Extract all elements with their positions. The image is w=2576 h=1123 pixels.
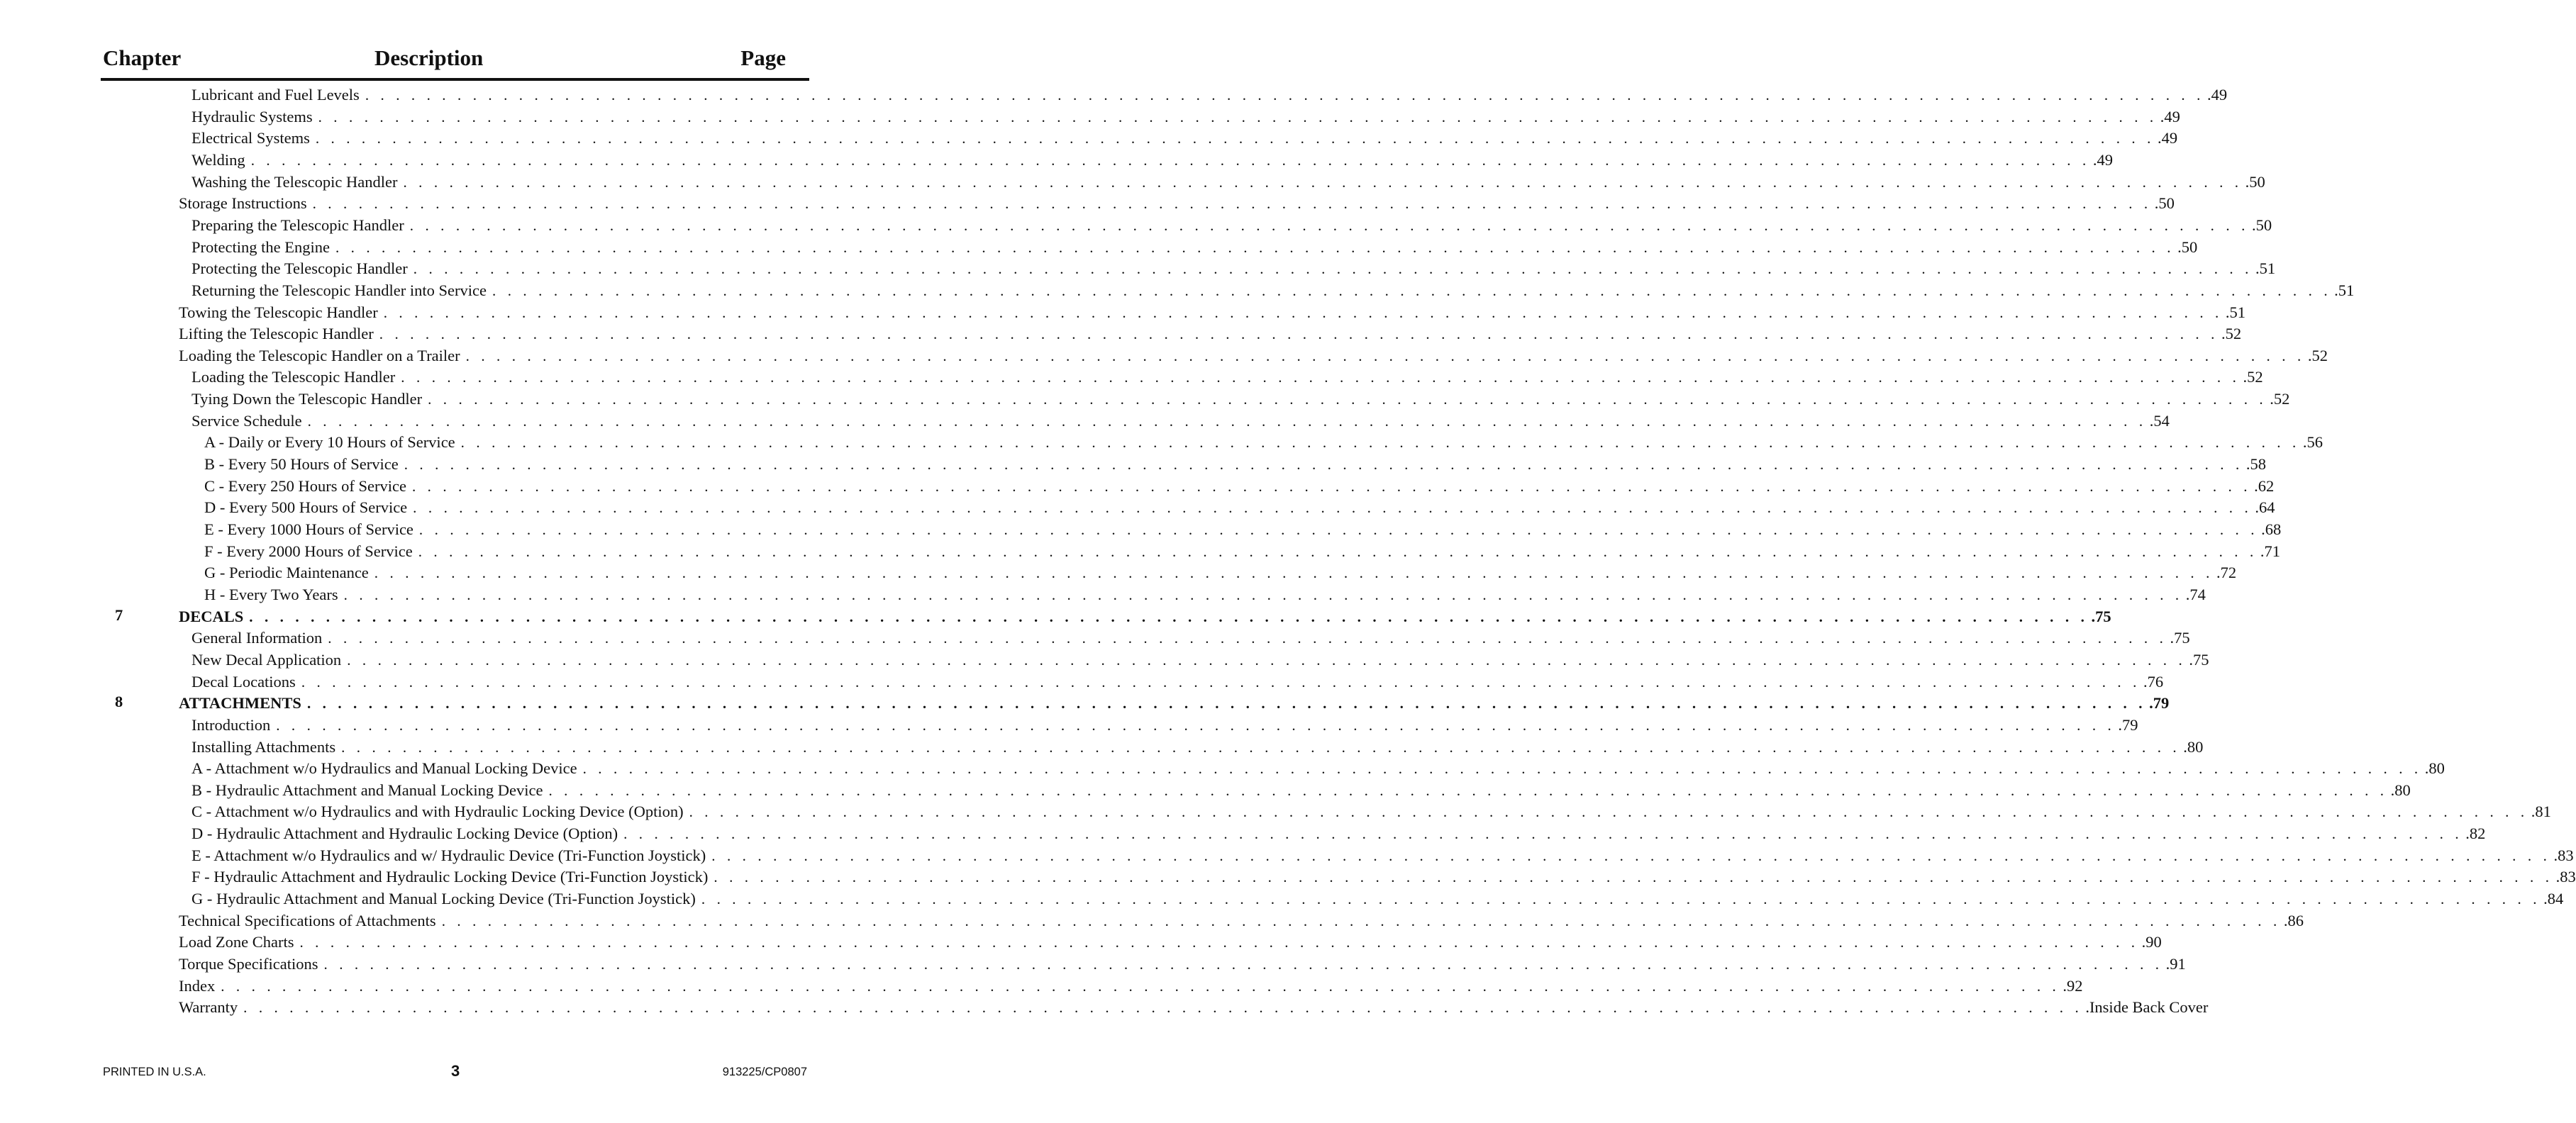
header-rule [101,78,809,81]
toc-entry-page: .72 [2216,564,2237,582]
toc-entry-title: H - Every Two Years [204,585,338,603]
toc-entry-title: Washing the Telescopic Handler [191,172,398,191]
toc-entry-page: .50 [2154,194,2175,213]
toc-entry-page: .52 [2307,346,2328,364]
toc-entry-page: .49 [2160,107,2180,125]
toc-entry-page: .68 [2261,520,2282,538]
toc-entry-page: .49 [2092,150,2113,169]
dot-leader: . . . . . . . . . . . . . . . . . . . . . . . . . . . . . . . . . . . . . . . . . . . . . . . . . . . . . . . . . . . . . . . . . . . . . . . . . . . . . . . . . . . . . . . . . . . . . . . . . . . . . . . . . . . . . . . . . . . . . . . . [465,347,2305,364]
toc-entry [0,106,2180,128]
toc-entry-title: D - Hydraulic Attachment and Hydraulic Locking Device (Option) [191,825,618,843]
dot-leader: . . . . . . . . . . . . . . . . . . . . . . . . . . . . . . . . . . . . . . . . . . . . . . . . . . . . . . . . . . . . . . . . . . . . . . . . . . . . . . . . . . . . . . . . . . . . . . . . . . . . . . . . . . . . . . . . . . . . . . . . [250,151,2090,169]
toc-entry-page: .91 [2165,955,2186,973]
toc-entry-line [179,976,2083,997]
toc-entry [0,519,2282,540]
toc-entry-line [179,193,2175,214]
header-description: Description [374,45,484,70]
toc-entry-title: C - Every 250 Hours of Service [204,476,406,495]
toc-entry-title: A - Attachment w/o Hydraulics and Manual Locking Device [191,759,577,778]
toc-entry-title: Torque Specifications [179,955,318,973]
chapter-number: 7 [115,605,123,624]
dot-leader: . . . . . . . . . . . . . . . . . . . . . . . . . . . . . . . . . . . . . . . . . . . . . . . . . . . . . . . . . . . . . . . . . . . . . . . . . . . . . . . . . . . . . . . . . . . . . . . . . . . . . . . . . . . . . . . . . . . . . . . . [689,803,2528,821]
toc-entry-page: .84 [2543,890,2564,908]
toc-entry-page: .52 [2243,368,2263,386]
toc-entry-title: F - Hydraulic Attachment and Hydraulic Locking Device (Tri-Function Joystick) [191,868,709,886]
footer-printed-in: PRINTED IN U.S.A. [103,1066,206,1078]
toc-entry-page: .74 [2185,585,2206,603]
toc-entry-title: F - Every 2000 Hours of Service [204,542,413,560]
toc-entry [0,801,2551,822]
dot-leader: . . . . . . . . . . . . . . . . . . . . . . . . . . . . . . . . . . . . . . . . . . . . . . . . . . . . . . . . . . . . . . . . . . . . . . . . . . . . . . . . . . . . . . . . . . . . . . . . . . . . . . . . . . . . . . . . . . . . . . . . [312,195,2152,213]
toc-entry-title: Returning the Telescopic Handler into Service [191,281,487,299]
dot-leader: . . . . . . . . . . . . . . . . . . . . . . . . . . . . . . . . . . . . . . . . . . . . . . . . . . . . . . . . . . . . . . . . . . . . . . . . . . . . . . . . . . . . . . . . . . . . . . . . . . . . . . . . . . . . . . . . . . . . . . . . [306,695,2147,713]
toc-entry-title: Hydraulic Systems [191,107,313,125]
toc-entry-line [204,584,2206,605]
toc-entry [0,258,2276,279]
toc-entry-line [191,737,2204,758]
dot-leader: . . . . . . . . . . . . . . . . . . . . . . . . . . . . . . . . . . . . . . . . . . . . . . . . . . . . . . . . . . . . . . . . . . . . . . . . . . . . . . . . . . . . . . . . . . . . . . . . . . . . . . . . . . . . . . . . . . . . . . . . [701,890,2541,908]
toc-entry-line [204,562,2237,583]
dot-leader: . . . . . . . . . . . . . . . . . . . . . . . . . . . . . . . . . . . . . . . . . . . . . . . . . . . . . . . . . . . . . . . . . . . . . . . . . . . . . . . . . . . . . . . . . . . . . . . . . . . . . . . . . . . . . . . . . . . . . . . . [276,716,2116,734]
toc-entry-line [204,541,2280,562]
toc-entry-page: .Inside Back Cover [2085,998,2209,1017]
toc-entry-line [179,997,2209,1018]
toc-entry-page: .83 [2553,846,2574,864]
dot-leader: . . . . . . . . . . . . . . . . . . . . . . . . . . . . . . . . . . . . . . . . . . . . . . . . . . . . . . . . . . . . . . . . . . . . . . . . . . . . . . . . . . . . . . . . . . . . . . . . . . . . . . . . . . . . . . . . . . . . . . . . [492,281,2332,299]
toc-entry [0,84,2228,106]
toc-entry-page: .81 [2531,803,2551,821]
dot-leader: . . . . . . . . . . . . . . . . . . . . . . . . . . . . . . . . . . . . . . . . . . . . . . . . . . . . . . . . . . . . . . . . . . . . . . . . . . . . . . . . . . . . . . . . . . . . . . . . . . . . . . . . . . . . . . . . . . . . . . . . [418,542,2258,560]
toc-entry [0,671,2164,693]
toc-entry-title: B - Hydraulic Attachment and Manual Locking Device [191,781,543,799]
dot-leader: . . . . . . . . . . . . . . . . . . . . . . . . . . . . . . . . . . . . . . . . . . . . . . . . . . . . . . . . . . . . . . . . . . . . . . . . . . . . . . . . . . . . . . . . . . . . . . . . . . . . . . . . . . . . . . . . . . . . . . . . [460,434,2300,452]
toc-entry-title: B - Every 50 Hours of Service [204,455,399,474]
toc-entry [0,737,2204,758]
dot-leader: . . . . . . . . . . . . . . . . . . . . . . . . . . . . . . . . . . . . . . . . . . . . . . . . . . . . . . . . . . . . . . . . . . . . . . . . . . . . . . . . . . . . . . . . . . . . . . . . . . . . . . . . . . . . . . . . . . . . . . . . [409,216,2249,234]
toc-entry-line [179,323,2242,345]
dot-leader: . . . . . . . . . . . . . . . . . . . . . . . . . . . . . . . . . . . . . . . . . . . . . . . . . . . . . . . . . . . . . . . . . . . . . . . . . . . . . . . . . . . . . . . . . . . . . . . . . . . . . . . . . . . . . . . . . . . . . . . . [383,303,2223,321]
toc-entry-line [204,432,2323,453]
toc-entry-line [179,693,2170,714]
toc-entry-page: .82 [2465,825,2486,843]
toc-entry [0,888,2564,910]
toc-entry-line [191,237,2198,258]
toc-entry-page: .62 [2254,476,2275,495]
toc-entry-line [179,954,2186,975]
toc-entry [0,997,2209,1018]
toc-entry [0,345,2328,367]
dot-leader: . . . . . . . . . . . . . . . . . . . . . . . . . . . . . . . . . . . . . . . . . . . . . . . . . . . . . . . . . . . . . . . . . . . . . . . . . . . . . . . . . . . . . . . . . . . . . . . . . . . . . . . . . . . . . . . . . . . . . . . . [318,108,2158,125]
dot-leader: . . . . . . . . . . . . . . . . . . . . . . . . . . . . . . . . . . . . . . . . . . . . . . . . . . . . . . . . . . . . . . . . . . . . . . . . . . . . . . . . . . . . . . . . . . . . . . . . . . . . . . . . . . . . . . . . . . . . . . . . [548,781,2388,799]
toc-entry-title: Tying Down the Telescopic Handler [191,390,423,408]
toc-entry-page: .49 [2206,86,2228,104]
toc-entry-page: .58 [2245,455,2266,474]
toc-entry-title: New Decal Application [191,650,342,669]
toc-entry-title: Welding [191,150,245,169]
toc-entry-page: .92 [2063,976,2083,995]
dot-leader: . . . . . . . . . . . . . . . . . . . . . . . . . . . . . . . . . . . . . . . . . . . . . . . . . . . . . . . . . . . . . . . . . . . . . . . . . . . . . . . . . . . . . . . . . . . . . . . . . . . . . . . . . . . . . . . . . . . . . . . . [413,499,2253,517]
toc-entry-title: Protecting the Telescopic Handler [191,259,408,278]
toc-entry-title: D - Every 500 Hours of Service [204,498,408,517]
toc-entry-line [191,106,2180,128]
toc-entry [0,193,2175,214]
toc-entry-title: Index [179,976,216,995]
dot-leader: . . . . . . . . . . . . . . . . . . . . . . . . . . . . . . . . . . . . . . . . . . . . . . . . . . . . . . . . . . . . . . . . . . . . . . . . . . . . . . . . . . . . . . . . . . . . . . . . . . . . . . . . . . . . . . . . . . . . . . . . [335,238,2175,256]
toc-entry-line [191,649,2209,671]
toc-entry-title: Protecting the Engine [191,238,330,256]
toc-entry-page: .51 [2225,303,2246,321]
toc-entry-title: Loading the Telescopic Handler on a Trailer [179,346,460,364]
dot-leader: . . . . . . . . . . . . . . . . . . . . . . . . . . . . . . . . . . . . . . . . . . . . . . . . . . . . . . . . . . . . . . . . . . . . . . . . . . . . . . . . . . . . . . . . . . . . . . . . . . . . . . . . . . . . . . . . . . . . . . . . [307,412,2147,430]
toc-entry-line [191,84,2228,106]
toc-entry-line [191,671,2164,693]
toc-entry [0,128,2178,149]
toc-entry-page: .79 [2118,715,2138,734]
toc-entry [0,605,2111,627]
toc-entry-line [191,410,2170,432]
toc-entry [0,541,2280,562]
toc-entry [0,976,2083,997]
toc-entry [0,562,2237,583]
toc-entry-title: Introduction [191,715,271,734]
header-chapter: Chapter [103,45,182,70]
toc-entry-page: .76 [2143,672,2164,691]
dot-leader: . . . . . . . . . . . . . . . . . . . . . . . . . . . . . . . . . . . . . . . . . . . . . . . . . . . . . . . . . . . . . . . . . . . . . . . . . . . . . . . . . . . . . . . . . . . . . . . . . . . . . . . . . . . . . . . . . . . . . . . . [714,868,2553,886]
toc-entry-title: Installing Attachments [191,737,336,756]
toc-entry [0,237,2198,258]
toc-entry [0,866,2576,888]
dot-leader: . . . . . . . . . . . . . . . . . . . . . . . . . . . . . . . . . . . . . . . . . . . . . . . . . . . . . . . . . . . . . . . . . . . . . . . . . . . . . . . . . . . . . . . . . . . . . . . . . . . . . . . . . . . . . . . . . . . . . . . . [221,977,2060,995]
dot-leader: . . . . . . . . . . . . . . . . . . . . . . . . . . . . . . . . . . . . . . . . . . . . . . . . . . . . . . . . . . . . . . . . . . . . . . . . . . . . . . . . . . . . . . . . . . . . . . . . . . . . . . . . . . . . . . . . . . . . . . . . [441,912,2281,929]
toc-entry-line [191,888,2564,910]
toc-entry-title: General Information [191,629,323,647]
toc-entry-line [204,476,2275,497]
toc-entry-page: .83 [2555,868,2576,886]
toc-entry-page: .52 [2270,390,2290,408]
toc-entry [0,693,2170,714]
toc-entry [0,954,2186,975]
toc-entry-page: .71 [2260,542,2280,560]
toc-entry [0,823,2486,844]
toc-entry [0,845,2574,866]
chapter-number: 8 [115,693,123,711]
dot-leader: . . . . . . . . . . . . . . . . . . . . . . . . . . . . . . . . . . . . . . . . . . . . . . . . . . . . . . . . . . . . . . . . . . . . . . . . . . . . . . . . . . . . . . . . . . . . . . . . . . . . . . . . . . . . . . . . . . . . . . . . [343,586,2183,603]
dot-leader: . . . . . . . . . . . . . . . . . . . . . . . . . . . . . . . . . . . . . . . . . . . . . . . . . . . . . . . . . . . . . . . . . . . . . . . . . . . . . . . . . . . . . . . . . . . . . . . . . . . . . . . . . . . . . . . . . . . . . . . . [341,738,2181,756]
toc-entry-line [191,780,2411,801]
toc-entry-page: .49 [2157,129,2178,147]
toc-entry-line [191,150,2113,171]
toc-entry-page: .75 [2091,607,2111,625]
toc-entry-title: G - Hydraulic Attachment and Manual Locking Device (Tri-Function Joystick) [191,890,696,908]
dot-leader: . . . . . . . . . . . . . . . . . . . . . . . . . . . . . . . . . . . . . . . . . . . . . . . . . . . . . . . . . . . . . . . . . . . . . . . . . . . . . . . . . . . . . . . . . . . . . . . . . . . . . . . . . . . . . . . . . . . . . . . . [243,999,2083,1017]
toc-entry-title: Lifting the Telescopic Handler [179,325,374,343]
toc-header [103,45,786,77]
toc-entry-title: Service Schedule [191,411,302,430]
toc-entry-title: Loading the Telescopic Handler [191,368,396,386]
toc-entry [0,454,2266,475]
toc-entry-page: .80 [2183,737,2204,756]
toc-entry-title: Decal Locations [191,672,296,691]
toc-entry-title: Electrical Systems [191,129,310,147]
toc-entry-line [179,910,2304,932]
toc-entry-page: .50 [2177,238,2198,256]
toc-entry [0,172,2265,193]
toc-entry-line [179,302,2246,323]
toc-entry-line [191,128,2178,149]
toc-entry-title: Technical Specifications of Attachments [179,911,436,929]
dot-leader: . . . . . . . . . . . . . . . . . . . . . . . . . . . . . . . . . . . . . . . . . . . . . . . . . . . . . . . . . . . . . . . . . . . . . . . . . . . . . . . . . . . . . . . . . . . . . . . . . . . . . . . . . . . . . . . . . . . . . . . . [404,456,2243,474]
page-footer [0,1062,868,1083]
dot-leader: . . . . . . . . . . . . . . . . . . . . . . . . . . . . . . . . . . . . . . . . . . . . . . . . . . . . . . . . . . . . . . . . . . . . . . . . . . . . . . . . . . . . . . . . . . . . . . . . . . . . . . . . . . . . . . . . . . . . . . . . [315,130,2155,147]
toc-entry-title: ATTACHMENTS [179,694,301,713]
toc-entry [0,280,2355,301]
toc-entry-line [179,932,2162,953]
header-page: Page [740,45,786,70]
toc-entry-page: .64 [2255,498,2275,517]
toc-entry-page: .80 [2424,759,2445,778]
dot-leader: . . . . . . . . . . . . . . . . . . . . . . . . . . . . . . . . . . . . . . . . . . . . . . . . . . . . . . . . . . . . . . . . . . . . . . . . . . . . . . . . . . . . . . . . . . . . . . . . . . . . . . . . . . . . . . . . . . . . . . . . [711,847,2551,864]
toc-entry-line [191,172,2265,193]
toc-entry [0,302,2246,323]
dot-leader: . . . . . . . . . . . . . . . . . . . . . . . . . . . . . . . . . . . . . . . . . . . . . . . . . . . . . . . . . . . . . . . . . . . . . . . . . . . . . . . . . . . . . . . . . . . . . . . . . . . . . . . . . . . . . . . . . . . . . . . . [403,173,2243,191]
toc-entry-page: .75 [2189,650,2209,669]
toc-entry [0,497,2275,518]
toc-entry [0,410,2170,432]
toc-entry-title: E - Every 1000 Hours of Service [204,520,413,538]
dot-leader: . . . . . . . . . . . . . . . . . . . . . . . . . . . . . . . . . . . . . . . . . . . . . . . . . . . . . . . . . . . . . . . . . . . . . . . . . . . . . . . . . . . . . . . . . . . . . . . . . . . . . . . . . . . . . . . . . . . . . . . . [347,651,2187,669]
toc-entry [0,389,2290,410]
toc-entry [0,758,2445,779]
toc-entry [0,584,2206,605]
toc-entry-page: .54 [2149,411,2170,430]
dot-leader: . . . . . . . . . . . . . . . . . . . . . . . . . . . . . . . . . . . . . . . . . . . . . . . . . . . . . . . . . . . . . . . . . . . . . . . . . . . . . . . . . . . . . . . . . . . . . . . . . . . . . . . . . . . . . . . . . . . . . . . . [401,369,2241,386]
toc-entry-page: .90 [2141,933,2162,951]
toc-entry-line [191,627,2190,649]
toc-entry-line [191,823,2486,844]
toc-entry-title: Load Zone Charts [179,933,294,951]
toc-entry-line [191,280,2355,301]
footer-page-number: 3 [451,1062,460,1080]
toc-entry-line [191,801,2551,822]
toc-entry [0,627,2190,649]
dot-leader: . . . . . . . . . . . . . . . . . . . . . . . . . . . . . . . . . . . . . . . . . . . . . . . . . . . . . . . . . . . . . . . . . . . . . . . . . . . . . . . . . . . . . . . . . . . . . . . . . . . . . . . . . . . . . . . . . . . . . . . . [582,760,2422,778]
footer-doc-code: 913225/CP0807 [722,1066,807,1078]
toc-entry [0,215,2272,236]
toc-entry-page: .86 [2283,911,2304,929]
dot-leader: . . . . . . . . . . . . . . . . . . . . . . . . . . . . . . . . . . . . . . . . . . . . . . . . . . . . . . . . . . . . . . . . . . . . . . . . . . . . . . . . . . . . . . . . . . . . . . . . . . . . . . . . . . . . . . . . . . . . . . . . [411,477,2252,495]
dot-leader: . . . . . . . . . . . . . . . . . . . . . . . . . . . . . . . . . . . . . . . . . . . . . . . . . . . . . . . . . . . . . . . . . . . . . . . . . . . . . . . . . . . . . . . . . . . . . . . . . . . . . . . . . . . . . . . . . . . . . . . . [379,325,2219,343]
toc-entry [0,323,2242,345]
toc-entry-line [191,258,2276,279]
toc-entry [0,476,2275,497]
dot-leader: . . . . . . . . . . . . . . . . . . . . . . . . . . . . . . . . . . . . . . . . . . . . . . . . . . . . . . . . . . . . . . . . . . . . . . . . . . . . . . . . . . . . . . . . . . . . . . . . . . . . . . . . . . . . . . . . . . . . . . . . [301,673,2141,691]
toc-entry-line [204,497,2275,518]
toc-entry [0,150,2113,171]
dot-leader: . . . . . . . . . . . . . . . . . . . . . . . . . . . . . . . . . . . . . . . . . . . . . . . . . . . . . . . . . . . . . . . . . . . . . . . . . . . . . . . . . . . . . . . . . . . . . . . . . . . . . . . . . . . . . . . . . . . . . . . . [418,521,2259,538]
toc-entry-title: C - Attachment w/o Hydraulics and with Hydraulic Locking Device (Option) [191,803,684,821]
toc-entry [0,367,2263,388]
toc-entry-page: .56 [2302,433,2323,452]
toc-entry-page: .50 [2245,172,2265,191]
toc-entry-title: DECALS [179,607,244,625]
toc-entry-page: .52 [2221,325,2242,343]
dot-leader: . . . . . . . . . . . . . . . . . . . . . . . . . . . . . . . . . . . . . . . . . . . . . . . . . . . . . . . . . . . . . . . . . . . . . . . . . . . . . . . . . . . . . . . . . . . . . . . . . . . . . . . . . . . . . . . . . . . . . . . . [323,956,2163,973]
toc-entry-page: .51 [2334,281,2355,299]
toc-entry-line [179,606,2111,627]
dot-leader: . . . . . . . . . . . . . . . . . . . . . . . . . . . . . . . . . . . . . . . . . . . . . . . . . . . . . . . . . . . . . . . . . . . . . . . . . . . . . . . . . . . . . . . . . . . . . . . . . . . . . . . . . . . . . . . . . . . . . . . . [428,391,2267,408]
toc-entry-title: Warranty [179,998,238,1017]
toc-entry-line [179,345,2328,367]
toc-entry-line [204,454,2266,475]
toc-entry-title: Lubricant and Fuel Levels [191,86,360,104]
toc-entry-line [191,715,2138,736]
toc-entry-line [191,845,2574,866]
toc-entry [0,715,2138,736]
toc-entry-line [191,866,2576,888]
toc-entry-title: E - Attachment w/o Hydraulics and w/ Hydraulic Device (Tri-Function Joystick) [191,846,706,864]
toc-entry-line [191,758,2445,779]
toc-entry [0,932,2162,953]
toc-entry-page: .75 [2170,629,2190,647]
toc-entry [0,780,2411,801]
dot-leader: . . . . . . . . . . . . . . . . . . . . . . . . . . . . . . . . . . . . . . . . . . . . . . . . . . . . . . . . . . . . . . . . . . . . . . . . . . . . . . . . . . . . . . . . . . . . . . . . . . . . . . . . . . . . . . . . . . . . . . . . [249,608,2089,625]
toc-entry-page: .50 [2251,216,2272,234]
dot-leader: . . . . . . . . . . . . . . . . . . . . . . . . . . . . . . . . . . . . . . . . . . . . . . . . . . . . . . . . . . . . . . . . . . . . . . . . . . . . . . . . . . . . . . . . . . . . . . . . . . . . . . . . . . . . . . . . . . . . . . . . [413,260,2253,278]
dot-leader: . . . . . . . . . . . . . . . . . . . . . . . . . . . . . . . . . . . . . . . . . . . . . . . . . . . . . . . . . . . . . . . . . . . . . . . . . . . . . . . . . . . . . . . . . . . . . . . . . . . . . . . . . . . . . . . . . . . . . . . . [374,564,2214,582]
toc-entry [0,432,2323,453]
toc-entry-title: Towing the Telescopic Handler [179,303,378,321]
toc-entry-title: Preparing the Telescopic Handler [191,216,404,234]
toc-entry-title: A - Daily or Every 10 Hours of Service [204,433,455,452]
dot-leader: . . . . . . . . . . . . . . . . . . . . . . . . . . . . . . . . . . . . . . . . . . . . . . . . . . . . . . . . . . . . . . . . . . . . . . . . . . . . . . . . . . . . . . . . . . . . . . . . . . . . . . . . . . . . . . . . . . . . . . . . [328,630,2167,647]
toc-entry-title: Storage Instructions [179,194,307,213]
toc-entry-page: .51 [2255,259,2276,278]
dot-leader: . . . . . . . . . . . . . . . . . . . . . . . . . . . . . . . . . . . . . . . . . . . . . . . . . . . . . . . . . . . . . . . . . . . . . . . . . . . . . . . . . . . . . . . . . . . . . . . . . . . . . . . . . . . . . . . . . . . . . . . . [623,825,2463,843]
toc-entry-page: .80 [2390,781,2411,799]
toc-entry-title: G - Periodic Maintenance [204,564,369,582]
dot-leader: . . . . . . . . . . . . . . . . . . . . . . . . . . . . . . . . . . . . . . . . . . . . . . . . . . . . . . . . . . . . . . . . . . . . . . . . . . . . . . . . . . . . . . . . . . . . . . . . . . . . . . . . . . . . . . . . . . . . . . . . [299,934,2139,951]
dot-leader: . . . . . . . . . . . . . . . . . . . . . . . . . . . . . . . . . . . . . . . . . . . . . . . . . . . . . . . . . . . . . . . . . . . . . . . . . . . . . . . . . . . . . . . . . . . . . . . . . . . . . . . . . . . . . . . . . . . . . . . . [365,86,2204,104]
toc-entry-line [191,215,2272,236]
toc-entry-line [191,389,2290,410]
toc-entry-line [191,367,2263,388]
toc-entry-page: .79 [2149,694,2170,713]
toc-entry [0,649,2209,671]
toc-entry [0,910,2304,932]
toc-entry-line [204,519,2282,540]
